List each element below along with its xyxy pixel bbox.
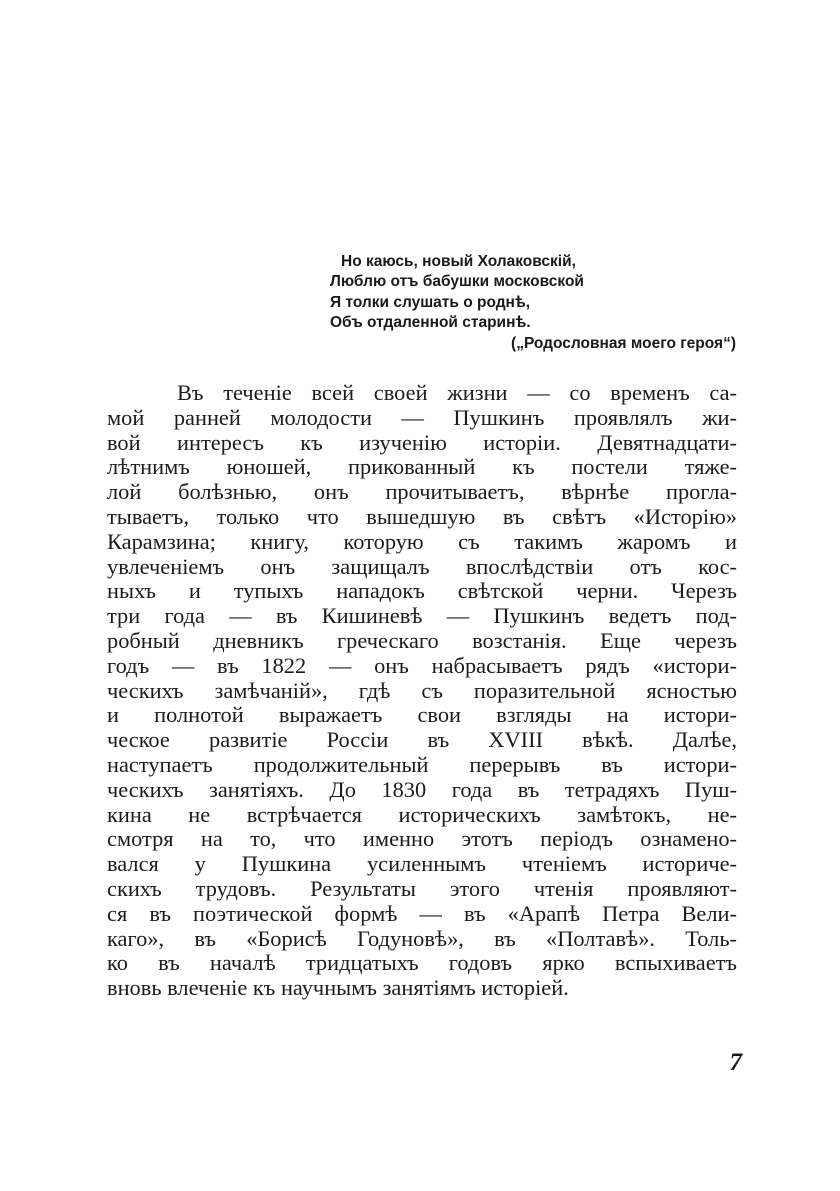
body-line: смотря на то, что именно этотъ періодъ ознамено- [107, 826, 737, 852]
body-line: увлеченіемъ онъ защищалъ впослѣдствіи отъ кос- [107, 553, 737, 579]
body-line: ческихъ замѣчаній», гдѣ съ поразительной ясностью [107, 677, 737, 703]
page-number: 7 [729, 1049, 742, 1076]
body-line: лѣтнимъ юношей, прикованный къ постели тяже- [107, 454, 737, 480]
epigraph-line: Объ отдаленной старинѣ. [330, 313, 531, 331]
body-line: вновь влеченіе къ научнымъ занятіямъ исторіей. [107, 975, 569, 1001]
epigraph-line: Люблю отъ бабушки московской [330, 273, 584, 291]
body-paragraph [107, 381, 737, 1001]
epigraph-line: Но каюсь, новый Холаковскій, [341, 253, 576, 270]
body-line: ческое развитіе Россіи въ XVIII вѣкѣ. Далѣе, [107, 727, 737, 753]
epigraph-line: Я толки слушать о роднѣ, [330, 293, 531, 311]
body-line: три года — въ Кишиневѣ — Пушкинъ ведетъ под- [107, 603, 737, 629]
body-line: кина не встрѣчается историческихъ замѣтокъ, не- [107, 801, 737, 827]
epigraph [330, 252, 750, 355]
body-line: робный дневникъ греческаго возстанія. Еще черезъ [107, 627, 737, 653]
body-line: лой болѣзнью, онъ прочитываетъ, вѣрнѣе прогла- [107, 479, 737, 505]
body-line: Карамзина; книгу, которую съ такимъ жаромъ и [107, 528, 737, 554]
body-line: ся въ поэтической формѣ — въ «Арапѣ Петра Вели- [107, 900, 737, 926]
body-line: и полнотой выражаетъ свои взгляды на истори- [107, 702, 737, 728]
epigraph-source: („Родословная моего героя“) [511, 335, 736, 353]
body-line: ко въ началѣ тридцатыхъ годовъ ярко вспыхиваетъ [107, 950, 737, 976]
body-line: каго», въ «Борисѣ Годуновѣ», въ «Полтавѣ». Толь- [107, 925, 737, 951]
body-line: наступаетъ продолжительный перерывъ въ истори- [107, 751, 737, 777]
body-line: ныхъ и тупыхъ нападокъ свѣтской черни. Черезъ [107, 578, 737, 604]
body-line: вался у Пушкина усиленнымъ чтеніемъ историче- [107, 851, 737, 877]
body-line: Въ теченіе всей своей жизни — со временъ са- [177, 380, 737, 405]
body-line: мой ранней молодости — Пушкинъ проявлялъ жи- [107, 404, 737, 430]
body-line: годъ — въ 1822 — онъ набрасываетъ рядъ «истори- [107, 652, 737, 678]
body-line: вой интересъ къ изученію исторіи. Девятнадцати- [107, 429, 737, 455]
body-line: тываетъ, только что вышедшую въ свѣтъ «Исторію» [107, 503, 737, 529]
body-line: ческихъ занятіяхъ. До 1830 года въ тетрадяхъ Пуш- [107, 776, 737, 802]
body-line: скихъ трудовъ. Результаты этого чтенія проявляют- [107, 875, 737, 901]
